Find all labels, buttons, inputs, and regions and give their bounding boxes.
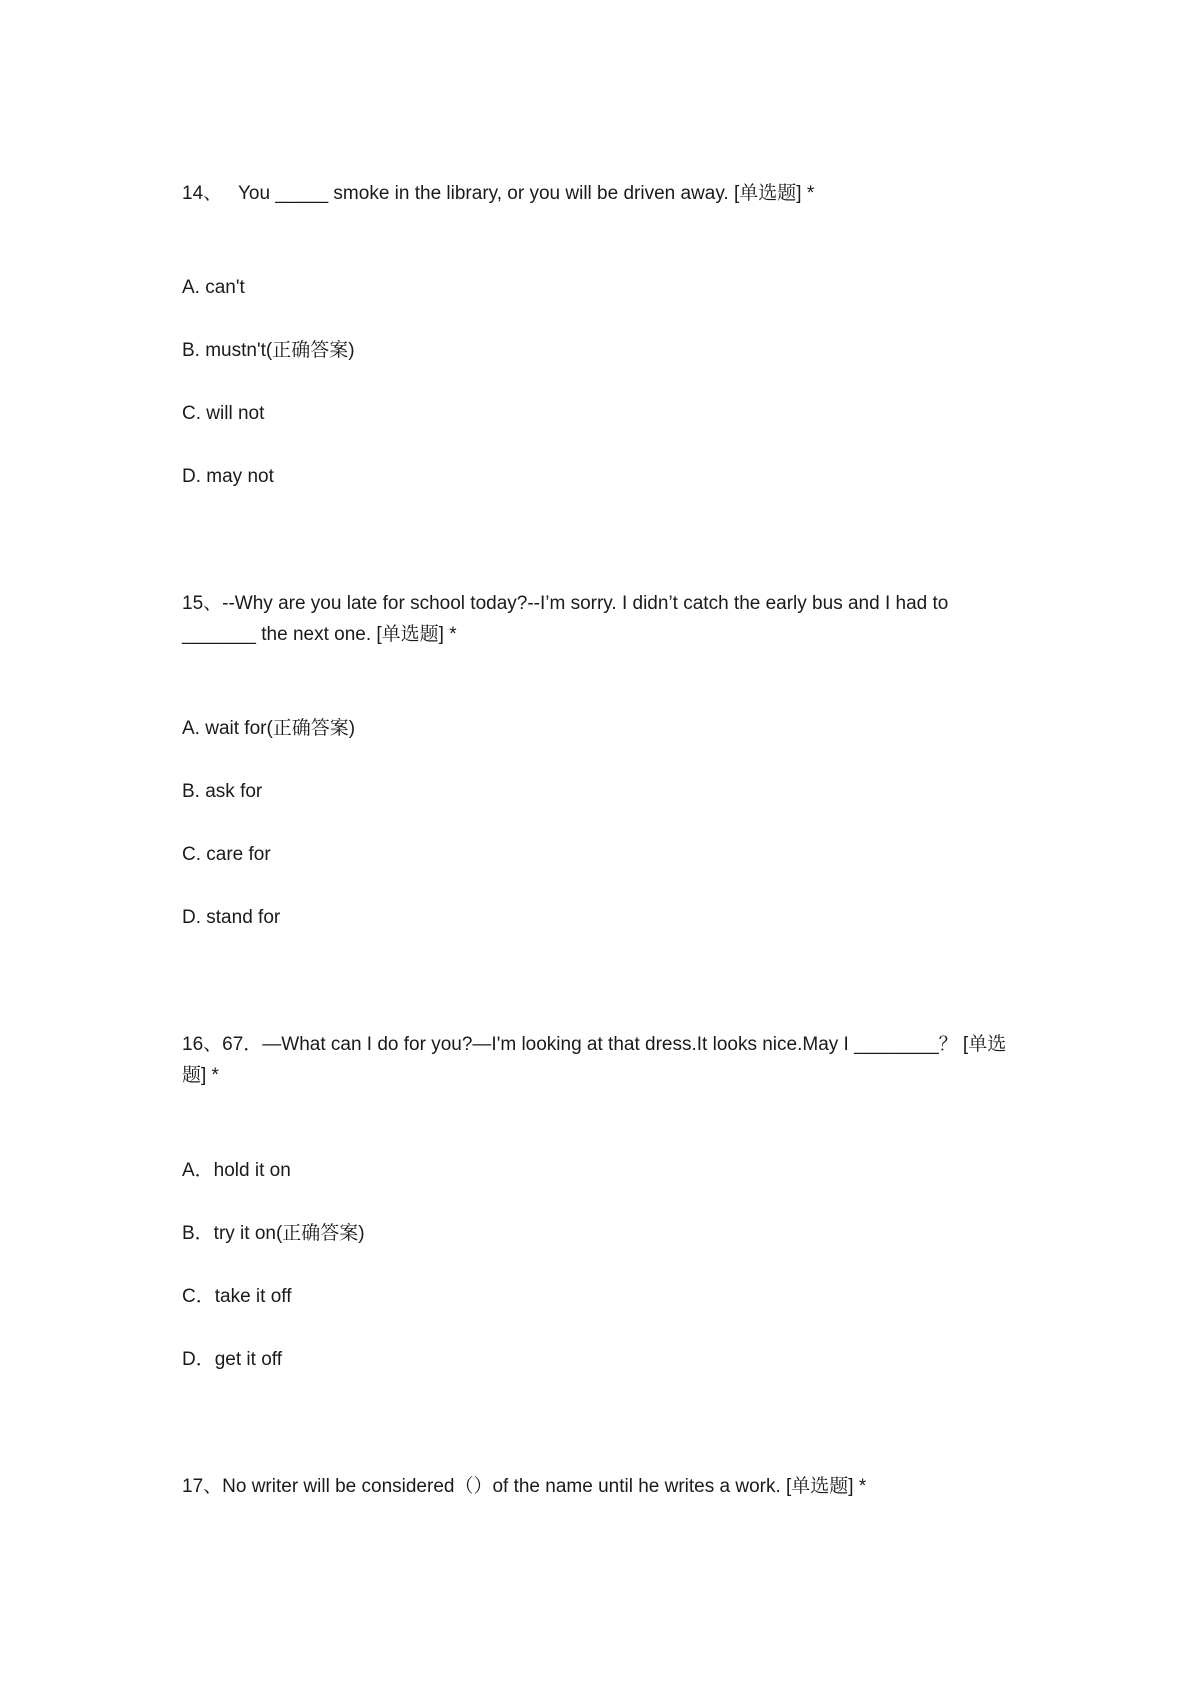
question-15-option-c: C. care for [182, 844, 271, 865]
question-15-option-d: D. stand for [182, 907, 281, 928]
question-14-stem: 14、 You _____ smoke in the library, or you will be driven away. [单选题] * [182, 183, 815, 204]
question-14-option-c: C. will not [182, 403, 265, 424]
question-15-option-a: A. wait for(正确答案) [182, 718, 356, 739]
question-14-option-b: B. mustn't(正确答案) [182, 340, 355, 361]
question-14-option-a: A. can't [182, 277, 245, 298]
question-14-option-d: D. may not [182, 466, 274, 487]
question-16-option-c: C．take it off [182, 1286, 292, 1307]
question-17-stem: 17、No writer will be considered（）of the name until he writes a work. [单选题] * [182, 1476, 867, 1497]
question-15-option-b: B. ask for [182, 781, 263, 802]
question-16-stem: 16、67．—What can I do for you?—I'm looking at that dress.It looks nice.May I ________？ [单选题] * [182, 1034, 1007, 1086]
question-16-option-b: B．try it on(正确答案) [182, 1223, 365, 1244]
question-15-stem: 15、--Why are you late for school today?--I’m sorry. I didn’t catch the early bus and I had to _______ the next one. [单选题] * [182, 593, 949, 645]
question-16-option-d: D．get it off [182, 1349, 282, 1370]
question-16-option-a: A．hold it on [182, 1160, 291, 1181]
